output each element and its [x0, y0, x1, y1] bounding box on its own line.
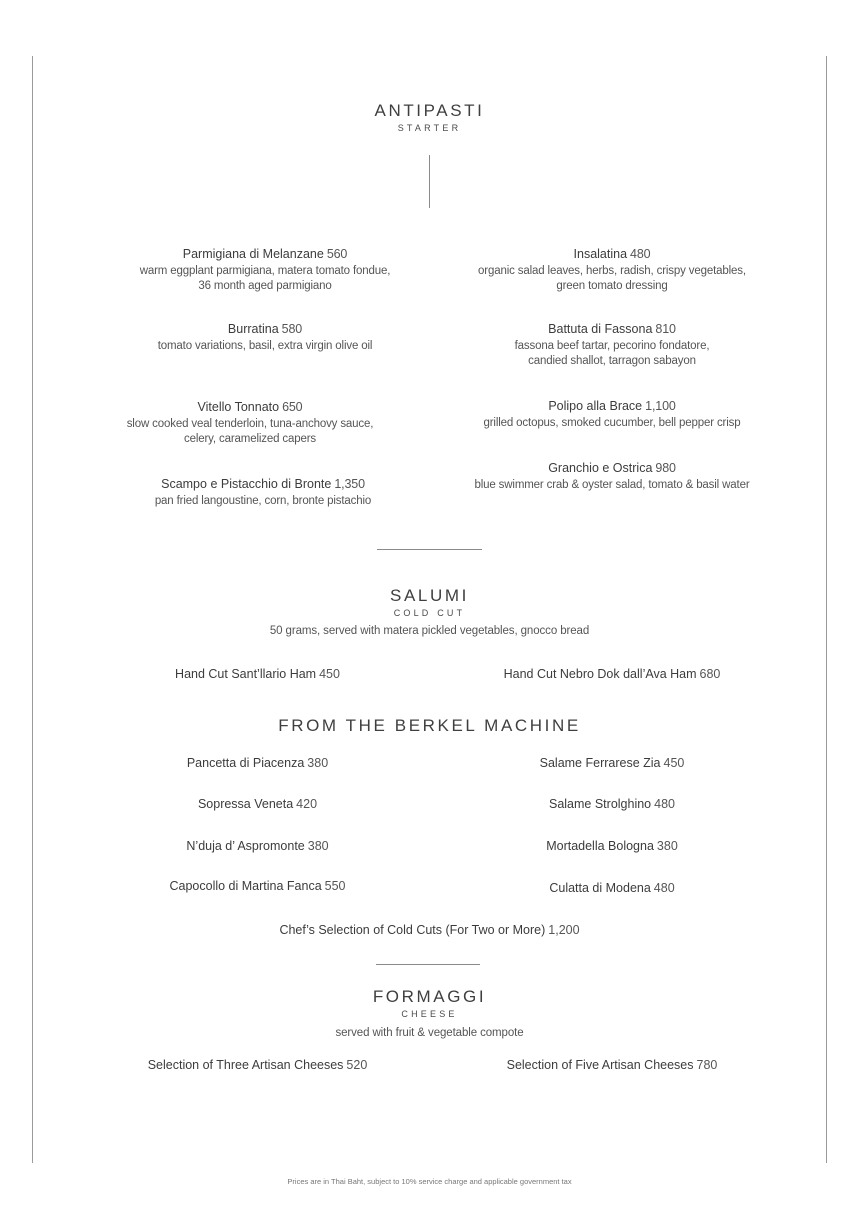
item-price: 550: [324, 879, 346, 893]
dish-item: [85, 400, 415, 448]
menu-item: [452, 756, 772, 770]
dish-price: 1,350: [334, 477, 365, 491]
item-name: Selection of Five Artisan Cheeses: [506, 1058, 694, 1072]
item-price: 420: [296, 797, 318, 811]
dish-name: Insalatina: [573, 247, 628, 261]
menu-item: [100, 797, 415, 811]
dish-description: tomato variations, basil, extra virgin olive oil: [157, 339, 373, 352]
dish-description: grilled octopus, smoked cucumber, bell pepper crisp: [483, 416, 741, 429]
dish-price: 650: [282, 400, 303, 414]
footer-note: Prices are in Thai Baht, subject to 10% service charge and applicable government tax: [287, 1177, 572, 1186]
dish-description: pan fried langoustine, corn, bronte pistachio: [154, 494, 372, 507]
antipasti-divider: [429, 155, 430, 208]
dish-name: Battuta di Fassona: [548, 322, 653, 336]
dish-name: Granchio e Ostrica: [548, 461, 653, 475]
item-name: Selection of Three Artisan Cheeses: [147, 1058, 344, 1072]
item-price: 450: [663, 756, 685, 770]
item-price: 480: [653, 881, 675, 895]
dish-description: slow cooked veal tenderloin, tuna-anchovy sauce,: [126, 417, 374, 430]
dish-name: Vitello Tonnato: [197, 400, 280, 414]
formaggi-subtitle: CHEESE: [401, 1009, 458, 1019]
item-name: Culatta di Modena: [549, 881, 651, 895]
dish-price: 480: [630, 247, 651, 261]
section-divider: [377, 549, 482, 550]
item-price: 780: [696, 1058, 718, 1072]
dish-name: Burratina: [227, 322, 279, 336]
formaggi-title: FORMAGGI: [372, 987, 487, 1006]
dish-description: blue swimmer crab & oyster salad, tomato & basil water: [474, 478, 750, 491]
dish-item: [447, 247, 777, 295]
item-name: Hand Cut Nebro Dok dall’Ava Ham: [503, 667, 697, 681]
item-name: N’duja d’ Aspromonte: [186, 839, 305, 853]
dish-item: [98, 477, 428, 509]
dish-description: 36 month aged parmigiano: [198, 280, 332, 292]
dish-price: 810: [655, 322, 676, 336]
menu-item: [100, 667, 415, 681]
item-price: 680: [699, 667, 721, 681]
item-name: Chef’s Selection of Cold Cuts (For Two or More): [279, 923, 546, 937]
item-price: 380: [307, 756, 329, 770]
dish-description: fassona beef tartar, pecorino fondatore,: [514, 339, 710, 352]
antipasti-title: ANTIPASTI: [374, 101, 485, 120]
menu-item: [452, 797, 772, 811]
dish-name: Polipo alla Brace: [548, 399, 643, 413]
item-price: 380: [307, 839, 329, 853]
dish-item: [100, 247, 430, 295]
dish-description: organic salad leaves, herbs, radish, crispy vegetables,: [478, 264, 746, 277]
item-name: Capocollo di Martina Fanca: [169, 879, 322, 893]
dish-description: celery, caramelized capers: [183, 433, 317, 445]
menu-item: [100, 756, 415, 770]
dish-item: [100, 322, 430, 354]
item-price: 520: [346, 1058, 368, 1072]
dish-description: candied shallot, tarragon sabayon: [528, 355, 696, 367]
menu-item: [452, 881, 772, 895]
item-price: 480: [654, 797, 675, 811]
chef-selection-item: [0, 923, 859, 937]
menu-item: [452, 839, 772, 853]
dish-price: 580: [281, 322, 303, 336]
dish-description: green tomato dressing: [556, 280, 668, 292]
item-name: Salame Strolghino: [548, 797, 652, 811]
menu-item: [100, 1058, 415, 1072]
dish-price: 980: [655, 461, 676, 475]
dish-price: 1,100: [645, 399, 676, 413]
item-name: Hand Cut Sant’llario Ham: [175, 667, 317, 681]
item-name: Mortadella Bologna: [546, 839, 654, 853]
dish-name: Parmigiana di Melanzane: [182, 247, 324, 261]
dish-item: [447, 322, 777, 370]
dish-item: [447, 461, 777, 493]
menu-item: [100, 879, 415, 893]
dish-description: warm eggplant parmigiana, matera tomato fondue,: [139, 264, 391, 277]
item-name: Pancetta di Piacenza: [186, 756, 305, 770]
antipasti-subtitle: STARTER: [397, 123, 462, 133]
menu-item: [452, 667, 772, 681]
salumi-title: SALUMI: [390, 586, 469, 605]
dish-price: 560: [326, 247, 348, 261]
item-price: 380: [656, 839, 678, 853]
item-price: 450: [319, 667, 340, 681]
salumi-subtitle: COLD CUT: [393, 608, 466, 618]
section-divider: [376, 964, 480, 965]
menu-item: [100, 839, 415, 853]
item-price: 1,200: [548, 923, 580, 937]
menu-item: [452, 1058, 772, 1072]
dish-name: Scampo e Pistacchio di Bronte: [161, 477, 332, 491]
berkel-title: FROM THE BERKEL MACHINE: [278, 716, 581, 735]
item-name: Salame Ferrarese Zia: [539, 756, 661, 770]
dish-item: [447, 399, 777, 431]
salumi-description: 50 grams, served with matera pickled vegetables, gnocco bread: [269, 625, 590, 637]
formaggi-description: served with fruit & vegetable compote: [335, 1027, 524, 1039]
item-name: Sopressa Veneta: [197, 797, 294, 811]
